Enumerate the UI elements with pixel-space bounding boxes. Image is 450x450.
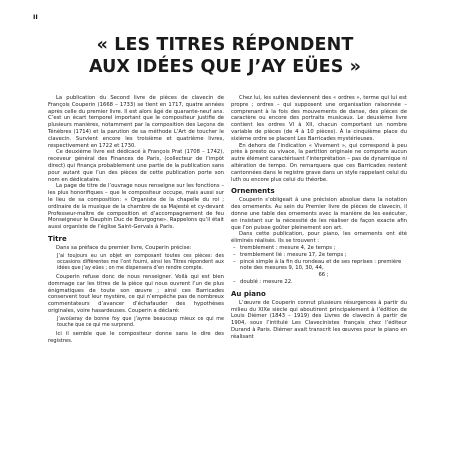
ornament-list-item <box>231 259 407 279</box>
closing-paragraph: Ici il semble que le compositeur donne sans le dire des registres. <box>48 330 224 344</box>
page-title <box>0 34 450 78</box>
au-piano-paragraph: L’œuvre de Couperin connut plusieurs résurgences à partir du milieu du XIXe siècle qui aboutirent principalement à l’édition de Louis Diémer (1843 – 1919) des Livres de clavecin à partir de 1904, sous l’intitulé Les Clavecinistes français chez l’éditeur Durand à Paris. Diémer avait transcrit les œuvres pour le piano en réalisant <box>231 299 407 340</box>
titre-paragraph: Dans sa préface du premier livre, Couperin précise: <box>56 244 192 251</box>
section-heading-ornements: Ornements <box>231 187 275 196</box>
refusal-paragraph: Couperin refuse donc de nous renseigner. Voilà qui est bien dommage car les titres de la pièce qui nous ouvrent l’un de plus énigmatiques de toute son œuvre ; ainsi ces Barricades conservent tout leur mystère, ce qui n’empêche pas de nombreux commentateurs d’avancer d’échafauder des hypothèses originales, voire hasardeuses. Couperin a déclaré: <box>48 274 224 314</box>
ornament-text: tremblement lié : mesure 17, 2e temps ; <box>240 251 347 258</box>
intro-paragraph: La publication du Second livre de pièces de clavecin de François Couperin (1668 – 1733) se tient en 1717, quatre années après celle du premier livre. Il est alors âgé de quarante-neuf ans. C’est un écart temporel important que le compositeur justifie de plusieurs manières, notamment par la composition des Leçons de Ténèbres (1714) et la parution de sa méthode L’Art de toucher le clavecin. Survient encore les troisième et quatrième livres, respectivement en 1722 et 1730. <box>48 95 224 149</box>
list-dash: – <box>233 278 236 285</box>
section-heading-au-piano: Au piano <box>231 289 266 298</box>
page-number: II <box>33 13 38 21</box>
left-column <box>48 95 224 345</box>
ornament-text: tremblement : mesure 4, 2e temps ; <box>240 244 336 251</box>
vivement-paragraph: En dehors de l’indication « Vivement », qui correspond à peu près à presto ou vivace, la partition originale ne comporte aucun autre élément caractérisant l’interprétation – pas de dynamique ni altération de tempo. On remarquera que ces Barricades restent cantonnées dans le registre grave dans un style rappelant celui du luth ou encore plus celui du théorbe. <box>231 142 407 183</box>
ornament-text: pincé simple à la fin du rondeau et de ses reprises : première note des mesures 9, 10, 30, 44, <box>240 258 402 272</box>
page-title-line-1: « LES TITRES RÉPONDENT <box>96 35 354 55</box>
piano-ornaments-paragraph: Dans cette publication, pour piano, les ornements ont été éliminés réalisés. Ils se trouvent : <box>231 231 407 245</box>
ornament-list-item <box>231 245 407 252</box>
list-dash: – <box>233 244 236 251</box>
ordres-paragraph: Chez lui, les suites deviennent des « ordres », terme qui lui est propre ; ordres – qui supposent une organisation raisonnée – comprenant à la fois des mouvements de danse, des pièces de caractère ou encore des portraits musicaux. Le deuxième livre contient les ordres VI à XII, chacun comportant un nombre variable de pièces (de 4 à 10 pièces). À la cinquième place du sixième ordre se placent Les Barricades mystérieuses. <box>231 95 407 142</box>
title-page-paragraph: La page de titre de l’ouvrage nous renseigne sur les fonctions – les plus honorifiques – que le compositeur occupe, mais aussi sur le lieu de sa composition: « Organiste de la chapelle du roi ; ordinaire de la musique de la chambre de sa Majesté et cy-devant Professeur-maître de composition et d’accompagnement de feu Monseigneur le Dauphin Duc de Bourgogne». Rappelons qu’il était aussi organiste de l’église Saint-Gervais à Paris. <box>48 183 224 231</box>
ornements-paragraph: Couperin s’obligeait à une précision absolue dans la notation des ornements. Au sein du Premier livre de pièces de clavecin, il donne une table des ornements avec la manière de les exécuter, en insistant sur la nécessité de les réaliser de façon exacte afin que l’on puisse goûter pleinement son art. <box>231 197 407 231</box>
ornament-text: doublé : mesure 22. <box>240 278 293 285</box>
couperin-quote: J’avoüeray de bonne foy que j’ayme beaucoup mieux ce qui me touche que ce qui me surprend. <box>57 315 224 328</box>
page-title-line-2: AUX IDÉES QUE J’AY EÜES » <box>89 57 361 77</box>
dedication-paragraph: Ce deuxième livre est dédicacé à François Prat (1708 – 1742), receveur général des Finances de Paris, (collecteur de l’impôt direct) qui finança probablement une partie de la publication sans pour autant que l’un des pièces de cette publication porte son nom en dédicataire. <box>48 149 224 183</box>
ornament-text-continued: 66 ; <box>318 272 329 279</box>
list-dash: – <box>233 258 236 265</box>
preface-quote: J’ai toujours eu un objet en composant toutes ces pièces: des occasions différentes me l’ont fourni, ainsi les Titres répondent aux idées que j’ay eües ; on me dispensera d’en rendre compte. <box>57 252 224 271</box>
ornament-list-item <box>231 252 407 259</box>
right-column <box>231 95 407 341</box>
section-heading-titre: Titre <box>48 234 67 243</box>
ornament-list-item <box>231 279 407 286</box>
list-dash: – <box>233 251 236 258</box>
